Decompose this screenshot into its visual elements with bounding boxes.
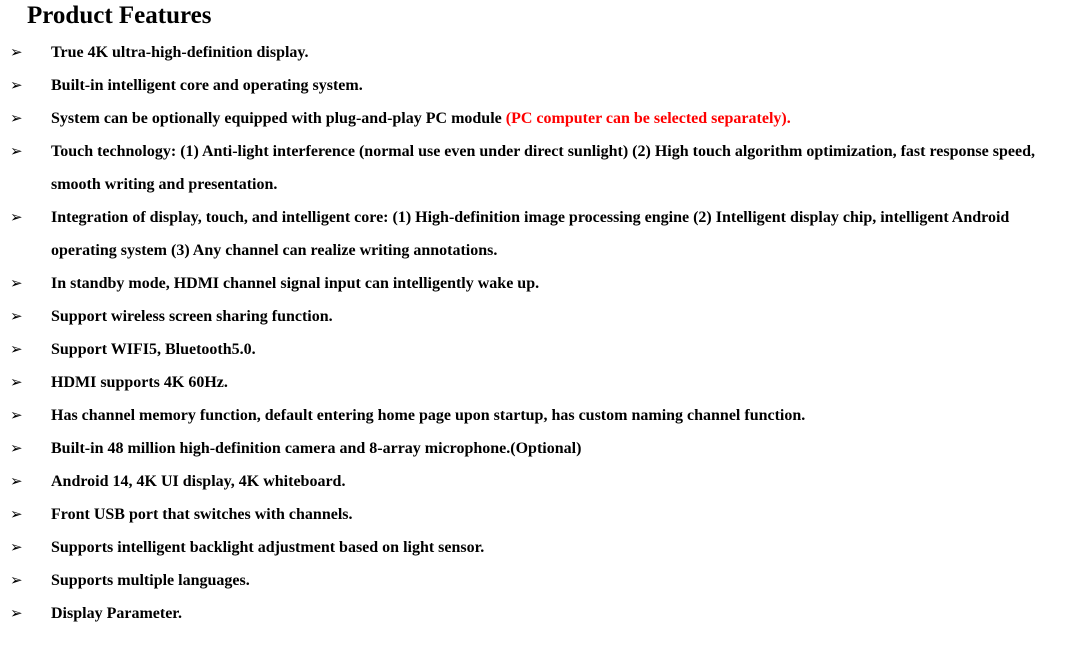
arrow-bullet-icon: ➢ — [10, 340, 23, 358]
feature-text: Support WIFI5, Bluetooth5.0. — [51, 341, 256, 358]
arrow-bullet-icon: ➢ — [10, 274, 23, 292]
page-title: Product Features — [27, 2, 212, 29]
feature-text: Built-in 48 million high-definition camera and 8-array microphone.(Optional) — [51, 440, 582, 457]
feature-text: Supports intelligent backlight adjustment based on light sensor. — [51, 539, 485, 556]
arrow-bullet-icon: ➢ — [10, 406, 23, 424]
feature-item — [0, 201, 1066, 267]
feature-item — [0, 267, 1075, 300]
feature-text: Android 14, 4K UI display, 4K whiteboard. — [51, 473, 346, 490]
arrow-bullet-icon: ➢ — [10, 505, 23, 523]
feature-item — [0, 300, 1075, 333]
feature-item — [0, 366, 1075, 399]
feature-text: Front USB port that switches with channels. — [51, 506, 353, 523]
feature-item — [0, 465, 1075, 498]
feature-text: Touch technology: (1) Anti-light interference (normal use even under direct sunlight) (2) High touch algorithm optimization, fast response speed, smooth writing and presentation. — [51, 143, 1035, 193]
feature-text: Supports multiple languages. — [51, 572, 250, 589]
arrow-bullet-icon: ➢ — [10, 43, 23, 61]
arrow-bullet-icon: ➢ — [10, 142, 23, 160]
feature-item — [0, 333, 1075, 366]
feature-item — [0, 564, 1075, 597]
arrow-bullet-icon: ➢ — [10, 307, 23, 325]
feature-item — [0, 597, 1075, 630]
feature-item — [0, 102, 1075, 135]
feature-item — [0, 432, 1075, 465]
arrow-bullet-icon: ➢ — [10, 571, 23, 589]
feature-text: Display Parameter. — [51, 605, 182, 622]
arrow-bullet-icon: ➢ — [10, 472, 23, 490]
arrow-bullet-icon: ➢ — [10, 109, 23, 127]
feature-text: HDMI supports 4K 60Hz. — [51, 374, 228, 391]
feature-text: In standby mode, HDMI channel signal input can intelligently wake up. — [51, 275, 540, 292]
feature-item — [0, 399, 1075, 432]
arrow-bullet-icon: ➢ — [10, 538, 23, 556]
feature-text: True 4K ultra-high-definition display. — [51, 44, 309, 61]
feature-list — [0, 36, 1075, 630]
arrow-bullet-icon: ➢ — [10, 208, 23, 226]
feature-text: Support wireless screen sharing function. — [51, 308, 333, 325]
feature-text: Built-in intelligent core and operating system. — [51, 77, 363, 94]
arrow-bullet-icon: ➢ — [10, 604, 23, 622]
feature-text: System can be optionally equipped with plug-and-play PC module — [51, 110, 506, 127]
feature-item — [0, 531, 1075, 564]
feature-text: Integration of display, touch, and intelligent core: (1) High-definition image processing engine (2) Intelligent display chip, intelligent Android operating system (3) Any channel can realize writing annotations. — [51, 209, 1010, 259]
arrow-bullet-icon: ➢ — [10, 373, 23, 391]
feature-text: Has channel memory function, default entering home page upon startup, has custom naming channel function. — [51, 407, 806, 424]
feature-item — [0, 69, 1075, 102]
arrow-bullet-icon: ➢ — [10, 439, 23, 457]
feature-item — [0, 36, 1075, 69]
arrow-bullet-icon: ➢ — [10, 76, 23, 94]
feature-item — [0, 498, 1075, 531]
feature-item — [0, 135, 1066, 201]
feature-highlight-note: (PC computer can be selected separately). — [505, 110, 791, 127]
